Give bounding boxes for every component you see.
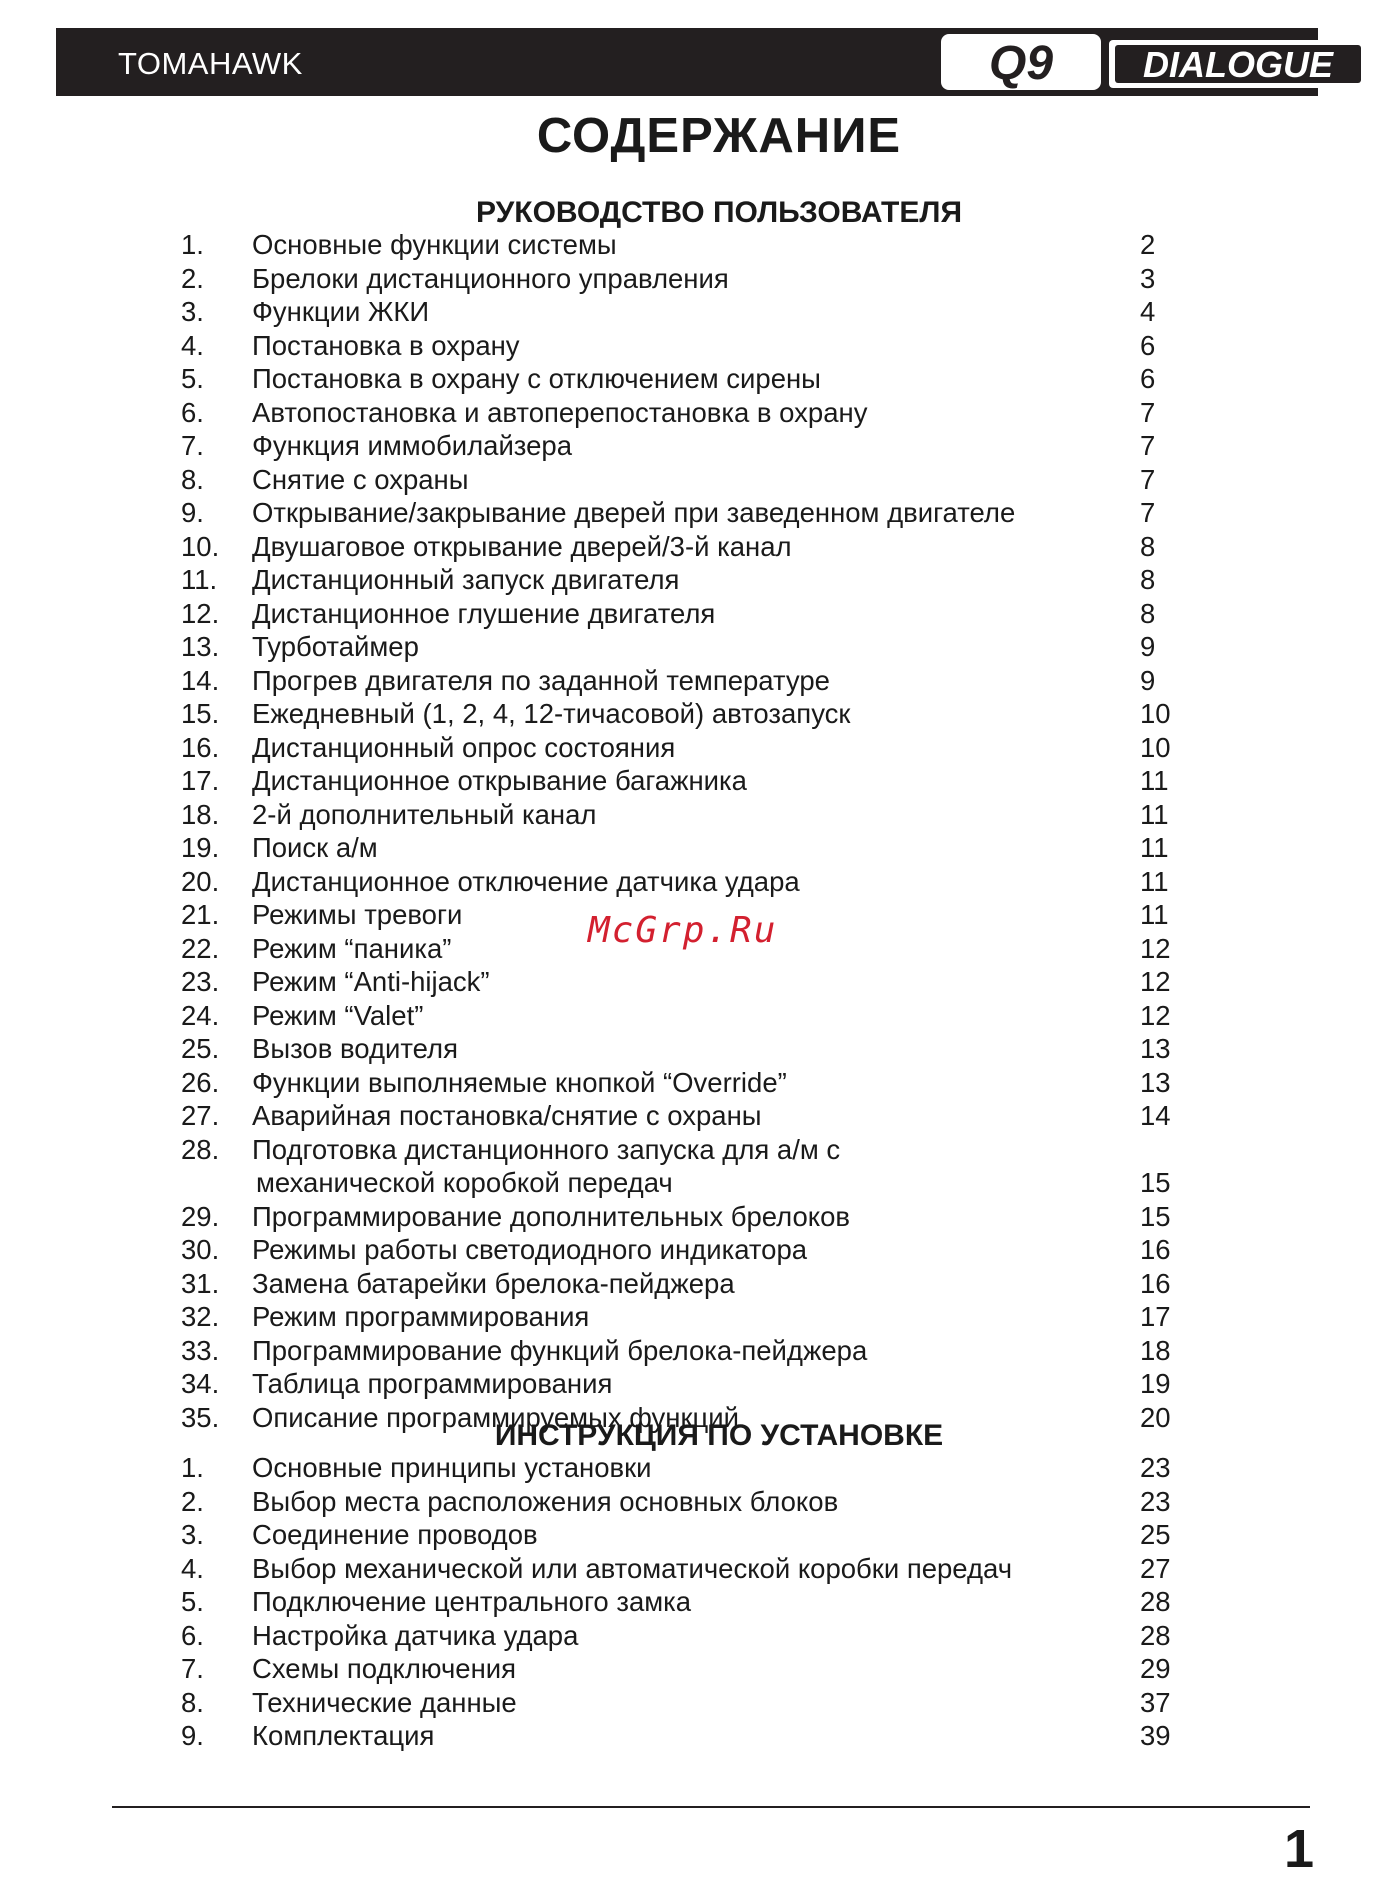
toc-entry bbox=[0, 765, 1382, 799]
toc-entry-title: Постановка в охрану с отключением сирены bbox=[252, 363, 821, 394]
q9-dialogue-logo bbox=[941, 32, 1376, 92]
logo-name-text: DIALOGUE bbox=[1142, 44, 1334, 85]
toc-entry-number: 4. bbox=[181, 329, 204, 361]
toc-entry-page: 23 bbox=[1140, 1485, 1171, 1517]
page-number: 1 bbox=[1284, 1819, 1315, 1879]
toc-entry bbox=[0, 564, 1382, 598]
toc-entry-title: Снятие с охраны bbox=[252, 463, 469, 495]
toc-entry bbox=[0, 330, 1382, 364]
toc-entry-title: Режимы тревоги bbox=[252, 899, 463, 930]
toc-entry-number: 9. bbox=[181, 1720, 204, 1751]
toc-entry bbox=[0, 263, 1382, 297]
toc-entry-page: 28 bbox=[1140, 1586, 1171, 1617]
toc-entry-title: Технические данные bbox=[252, 1686, 517, 1718]
toc-entry-page: 20 bbox=[1140, 1401, 1171, 1433]
toc-entry bbox=[0, 497, 1382, 531]
toc-entry-title: Постановка в охрану bbox=[252, 329, 520, 361]
toc-entry-page: 12 bbox=[1140, 932, 1171, 964]
toc-entry-page: 9 bbox=[1140, 631, 1156, 662]
toc-entry bbox=[0, 1201, 1382, 1235]
toc-entry-page: 8 bbox=[1140, 597, 1156, 629]
toc-entry-page: 7 bbox=[1140, 463, 1156, 495]
toc-entry-title: Режимы работы светодиодного индикатора bbox=[252, 1234, 808, 1265]
toc-entry-title: Программирование дополнительных брелоков bbox=[252, 1200, 851, 1232]
toc-entry bbox=[0, 1653, 1382, 1687]
toc-entry-page: 14 bbox=[1140, 1100, 1171, 1131]
toc-entry-number: 12. bbox=[181, 597, 220, 629]
toc-entry-page: 10 bbox=[1140, 698, 1171, 729]
toc-entry-number: 6. bbox=[181, 1619, 204, 1651]
toc-entry-title: Дистанционное отключение датчика удара bbox=[252, 865, 800, 897]
toc-entry-number: 21. bbox=[181, 899, 220, 930]
toc-entry-number: 19. bbox=[181, 832, 220, 863]
toc-entry-number: 22. bbox=[181, 932, 220, 964]
toc-entry-page: 18 bbox=[1140, 1334, 1171, 1366]
toc-entry bbox=[0, 430, 1382, 464]
toc-entry-number: 30. bbox=[181, 1234, 220, 1265]
logo-model-text: Q9 bbox=[988, 37, 1054, 90]
toc-entry-number: 25. bbox=[181, 1033, 220, 1064]
toc-entry-number: 7. bbox=[181, 430, 204, 461]
toc-entry-number: 3. bbox=[181, 1519, 204, 1550]
toc-entry-title: Таблица программирования bbox=[252, 1368, 613, 1399]
toc-entry-page: 28 bbox=[1140, 1619, 1171, 1651]
toc-entry-page: 11 bbox=[1140, 832, 1169, 863]
toc-entry bbox=[0, 1234, 1382, 1268]
toc-entry-title: Поиск а/м bbox=[252, 832, 378, 863]
toc-entry-number: 8. bbox=[181, 1686, 204, 1718]
toc-entry-title: Замена батарейки брелока-пейджера bbox=[252, 1267, 735, 1299]
toc-entry-title: Аварийная постановка/снятие с охраны bbox=[252, 1100, 762, 1131]
brand-name: TOMAHAWK bbox=[118, 46, 303, 81]
toc-entry-title: Программирование функций брелока-пейджера bbox=[252, 1334, 868, 1366]
toc-entry-number: 5. bbox=[181, 363, 204, 394]
toc-entry-title: Автопостановка и автоперепостановка в охрану bbox=[252, 396, 868, 428]
toc-entry-number: 34. bbox=[181, 1368, 220, 1399]
toc-entry bbox=[0, 966, 1382, 1000]
toc-entry bbox=[0, 866, 1382, 900]
page-title: СОДЕРЖАНИЕ bbox=[536, 109, 902, 163]
toc-entry-title: Брелоки дистанционного управления bbox=[252, 262, 729, 294]
toc-entry bbox=[0, 1134, 1382, 1201]
toc-entry-page: 4 bbox=[1140, 296, 1156, 327]
toc-entry-title: Прогрев двигателя по заданной температуре bbox=[252, 664, 830, 696]
toc-entry-page: 15 bbox=[1140, 1200, 1171, 1232]
toc-entry bbox=[0, 1100, 1382, 1134]
toc-entry-title: Режим “паника” bbox=[252, 932, 452, 964]
toc-entry-page: 11 bbox=[1140, 899, 1169, 930]
toc-entry-title: 2-й дополнительный канал bbox=[252, 798, 597, 830]
toc-entry-page: 12 bbox=[1140, 999, 1171, 1031]
toc-entry-title: Основные принципы установки bbox=[252, 1452, 652, 1483]
toc-entry-title: Вызов водителя bbox=[252, 1033, 458, 1064]
toc-entry-title: Соединение проводов bbox=[252, 1519, 538, 1550]
toc-entry-number: 17. bbox=[181, 765, 220, 796]
toc-entry bbox=[0, 665, 1382, 699]
toc-entry-number: 4. bbox=[181, 1552, 204, 1584]
toc-entry-number: 35. bbox=[181, 1401, 220, 1433]
toc-entry-page: 37 bbox=[1140, 1686, 1171, 1718]
toc-entry bbox=[0, 799, 1382, 833]
toc-entry-number: 13. bbox=[181, 631, 220, 662]
toc-entry-number: 5. bbox=[181, 1586, 204, 1617]
toc-entry-page: 17 bbox=[1140, 1301, 1171, 1332]
toc-entry-page: 25 bbox=[1140, 1519, 1171, 1550]
toc-entry-number: 15. bbox=[181, 698, 220, 729]
toc-entry-title: Дистанционный опрос состояния bbox=[252, 731, 676, 763]
toc-entry-title: Дистанционное глушение двигателя bbox=[252, 597, 716, 629]
toc-entry-page: 29 bbox=[1140, 1653, 1171, 1684]
toc-entry-number: 7. bbox=[181, 1653, 204, 1684]
toc-entry-title: Открывание/закрывание дверей при заведенном двигателе bbox=[252, 497, 1016, 528]
toc-entry bbox=[0, 464, 1382, 498]
toc-entry bbox=[0, 598, 1382, 632]
toc-entry-title: Комплектация bbox=[252, 1720, 435, 1751]
toc-entry-page: 7 bbox=[1140, 497, 1156, 528]
toc-entry bbox=[0, 531, 1382, 565]
toc-entry-number: 8. bbox=[181, 463, 204, 495]
toc-entry-number: 26. bbox=[181, 1066, 220, 1098]
toc-entry-title: Функция иммобилайзера bbox=[252, 430, 572, 461]
toc-entry-title: Дистанционный запуск двигателя bbox=[252, 564, 680, 595]
toc-entry bbox=[0, 1553, 1382, 1587]
toc-entry-page: 23 bbox=[1140, 1452, 1171, 1483]
toc-entry-page: 11 bbox=[1140, 798, 1169, 830]
toc-entry-page: 12 bbox=[1140, 966, 1171, 997]
toc-list-user-guide bbox=[0, 229, 1382, 1435]
toc-entry-page: 16 bbox=[1140, 1267, 1171, 1299]
toc-entry-page: 6 bbox=[1140, 363, 1156, 394]
toc-entry-page: 13 bbox=[1140, 1066, 1171, 1098]
toc-entry-number: 14. bbox=[181, 664, 220, 696]
toc-entry-number: 10. bbox=[181, 530, 220, 562]
toc-entry-title: Функции ЖКИ bbox=[252, 296, 430, 327]
toc-entry bbox=[0, 1368, 1382, 1402]
toc-entry-page: 8 bbox=[1140, 564, 1156, 595]
toc-entry-title: Выбор механической или автоматической коробки передач bbox=[252, 1552, 1013, 1584]
section-heading-installation: ИНСТРУКЦИЯ ПО УСТАНОВКЕ bbox=[494, 1419, 944, 1452]
toc-entry-title-continued: механической коробкой передач bbox=[256, 1167, 673, 1198]
toc-entry-number: 16. bbox=[181, 731, 220, 763]
toc-entry-page: 7 bbox=[1140, 430, 1156, 461]
toc-entry bbox=[0, 397, 1382, 431]
toc-entry-page: 15 bbox=[1140, 1167, 1171, 1198]
toc-entry-page: 10 bbox=[1140, 731, 1171, 763]
toc-entry-number: 2. bbox=[181, 262, 204, 294]
toc-entry bbox=[0, 1335, 1382, 1369]
toc-entry-page: 9 bbox=[1140, 664, 1156, 696]
toc-entry bbox=[0, 363, 1382, 397]
toc-entry-title: Режим “Valet” bbox=[252, 999, 424, 1031]
toc-entry-title: Режим программирования bbox=[252, 1301, 590, 1332]
toc-entry-number: 23. bbox=[181, 966, 220, 997]
toc-entry-page: 11 bbox=[1140, 765, 1169, 796]
toc-entry-page: 7 bbox=[1140, 396, 1156, 428]
toc-entry-title: Настройка датчика удара bbox=[252, 1619, 579, 1651]
toc-entry-page: 19 bbox=[1140, 1368, 1171, 1399]
toc-entry bbox=[0, 1486, 1382, 1520]
toc-entry-title: Режим “Anti-hijack” bbox=[252, 966, 490, 997]
toc-entry-page: 39 bbox=[1140, 1720, 1171, 1751]
toc-entry-page: 3 bbox=[1140, 262, 1156, 294]
toc-entry-number: 18. bbox=[181, 798, 220, 830]
toc-entry-title: Подключение центрального замка bbox=[252, 1586, 692, 1617]
toc-entry bbox=[0, 1067, 1382, 1101]
footer-divider bbox=[112, 1806, 1310, 1808]
toc-entry-title: Подготовка дистанционного запуска для а/м с bbox=[252, 1133, 841, 1165]
toc-entry-title: Выбор места расположения основных блоков bbox=[252, 1485, 839, 1517]
toc-entry bbox=[0, 229, 1382, 263]
toc-entry-number: 3. bbox=[181, 296, 204, 327]
toc-entry bbox=[0, 1519, 1382, 1553]
header-bar bbox=[56, 28, 1334, 96]
toc-list-installation bbox=[0, 1452, 1382, 1754]
toc-entry-title: Основные функции системы bbox=[252, 229, 617, 260]
toc-entry bbox=[0, 296, 1382, 330]
section-heading-user-guide: РУКОВОДСТВО ПОЛЬЗОВАТЕЛЯ bbox=[475, 196, 963, 229]
toc-entry-number: 32. bbox=[181, 1301, 220, 1332]
toc-entry-page: 27 bbox=[1140, 1552, 1171, 1584]
toc-entry-page: 16 bbox=[1140, 1234, 1171, 1265]
toc-entry-number: 28. bbox=[181, 1133, 220, 1165]
toc-entry bbox=[0, 1620, 1382, 1654]
toc-entry-number: 29. bbox=[181, 1200, 220, 1232]
toc-entry-page: 11 bbox=[1140, 865, 1169, 897]
watermark: McGrp.Ru bbox=[588, 910, 778, 951]
toc-entry-number: 2. bbox=[181, 1485, 204, 1517]
toc-entry bbox=[0, 1452, 1382, 1486]
toc-entry-number: 24. bbox=[181, 999, 220, 1031]
toc-entry bbox=[0, 1301, 1382, 1335]
toc-entry-number: 1. bbox=[181, 1452, 204, 1483]
toc-entry-number: 6. bbox=[181, 396, 204, 428]
toc-entry bbox=[0, 1586, 1382, 1620]
toc-entry-page: 13 bbox=[1140, 1033, 1171, 1064]
toc-entry bbox=[0, 1268, 1382, 1302]
toc-entry-number: 20. bbox=[181, 865, 220, 897]
toc-entry-page: 8 bbox=[1140, 530, 1156, 562]
toc-entry bbox=[0, 732, 1382, 766]
toc-entry-title: Описание программируемых функций bbox=[252, 1401, 739, 1433]
toc-entry-title: Двушаговое открывание дверей/3-й канал bbox=[252, 530, 792, 562]
toc-entry bbox=[0, 1000, 1382, 1034]
toc-entry-number: 1. bbox=[181, 229, 204, 260]
toc-entry-title: Функции выполняемые кнопкой “Override” bbox=[252, 1066, 787, 1098]
toc-entry-number: 33. bbox=[181, 1334, 220, 1366]
toc-entry-title: Ежедневный (1, 2, 4, 12-тичасовой) автозапуск bbox=[252, 698, 851, 729]
toc-entry bbox=[0, 698, 1382, 732]
toc-entry-number: 31. bbox=[181, 1267, 220, 1299]
toc-entry bbox=[0, 832, 1382, 866]
toc-entry-page: 6 bbox=[1140, 329, 1156, 361]
toc-entry bbox=[0, 1720, 1382, 1754]
toc-entry bbox=[0, 631, 1382, 665]
toc-entry-title: Дистанционное открывание багажника bbox=[252, 765, 747, 796]
toc-entry-title: Схемы подключения bbox=[252, 1653, 517, 1684]
toc-entry bbox=[0, 1033, 1382, 1067]
toc-entry bbox=[0, 1687, 1382, 1721]
toc-entry-number: 27. bbox=[181, 1100, 220, 1131]
toc-entry-number: 9. bbox=[181, 497, 204, 528]
toc-entry-title: Турботаймер bbox=[252, 631, 419, 662]
toc-entry-page: 2 bbox=[1140, 229, 1156, 260]
toc-entry-number: 11. bbox=[181, 564, 218, 595]
